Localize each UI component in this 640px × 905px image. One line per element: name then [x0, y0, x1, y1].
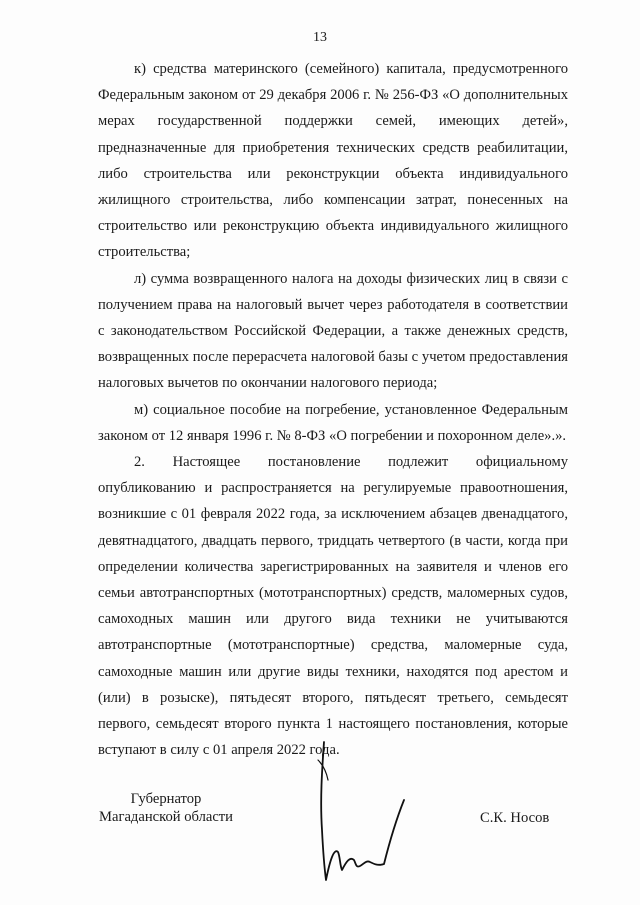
signatory-title-line2: Магаданской области [99, 809, 233, 825]
signatory-title-line1: Губернатор [130, 791, 202, 807]
paragraph-m: м) социальное пособие на погребение, установленное Федеральным законом от 12 января 1996 г. № 8-ФЗ «О погребении и похоронном деле».». [98, 401, 568, 444]
handwritten-signature-icon [300, 740, 410, 890]
paragraph-k: к) средства материнского (семейного) капитала, предусмотренного Федеральным законом от 29 декабря 2006 г. № 256-ФЗ «О дополнительных мерах государственной поддержки семей, имеющих детей», предназначенные для приобретения технических средств реабилитации, либо строительства или реконструкции объекта индивидуального жилищного строительства, либо компенсации затрат, понесенных на строительство или реконструкцию объекта индивидуального жилищного строительства; [98, 61, 568, 261]
signatory-title [96, 790, 236, 826]
paragraph-l: л) сумма возвращенного налога на доходы физических лиц в связи с получением права на налоговый вычет через работодателя в соответствии с законодательством Российской Федерации, а также денежных средств, возвращенных после перерасчета налоговой базы с учетом предоставления налоговых вычетов по окончании налогового периода; [98, 270, 568, 392]
page-number: 13 [313, 30, 327, 45]
signatory-name: С.К. Носов [480, 810, 550, 826]
paragraph-2: 2. Настоящее постановление подлежит официальному опубликованию и распространяется на регулируемые правоотношения, возникшие с 01 февраля 2022 года, за исключением абзацев двенадцатого, девятнадцатого, двадцать первого, тридцать четвертого (в части, когда при определении количества зарегистрированных на заявителя и членов его семьи автотранспортных (мототранспортных) средств, маломерных судов, самоходных машин или другого вида техники не учитываются автотранспортные (мототранспортные) средства, маломерные суда, самоходные машин или другие виды техники, находятся под арестом и (или) в розыске), пятьдесят второго, пятьдесят третьего, семьдесят первого, семьдесят второго пункта 1 настоящего постановления, которые вступают в силу с 01 апреля 2022 года. [98, 454, 568, 759]
